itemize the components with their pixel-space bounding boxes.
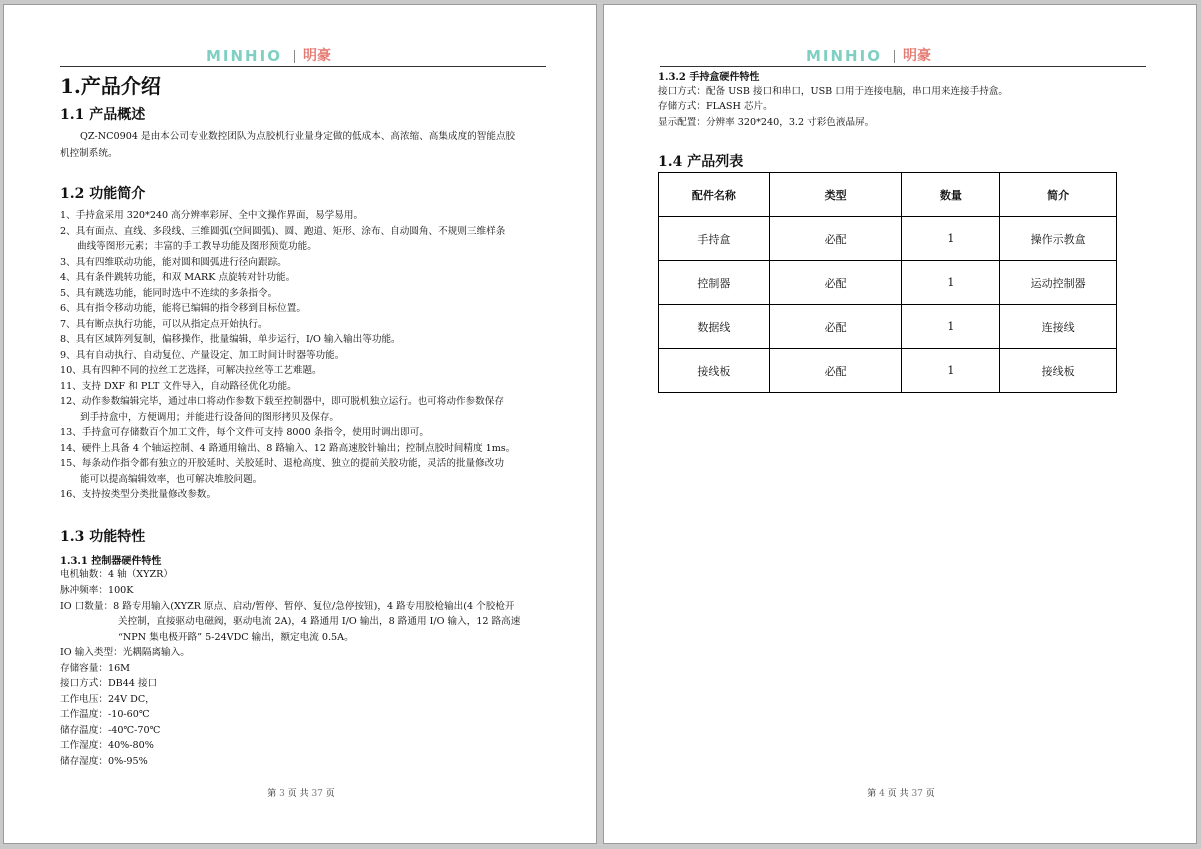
footer-prefix: 第	[267, 789, 277, 799]
section-title-1-4: 1.4 产品列表	[658, 154, 744, 170]
feature-line: 14、硬件上具备 4 个轴运控制、4 路通用输出、8 路输入、12 路高速胶针输出；控制点胶时间精度 1ms。	[60, 443, 516, 454]
feature-line: 10、具有四种不同的拉丝工艺选择，可解决拉丝等工艺难题。	[60, 365, 322, 376]
total-pages: 37	[311, 789, 323, 799]
spec-line: 接口方式：DB44 接口	[60, 678, 158, 689]
overview-line-1: QZ-NC0904 是由本公司专业数控团队为点胶机行业量身定做的低成本、高浓缩、高集成度的智能点胶	[80, 131, 516, 142]
spec-line: 脉冲频率：100K	[60, 585, 134, 596]
page-number: 4	[879, 789, 885, 799]
feature-line: 3、具有四维联动功能，能对圆和圆弧进行径向跟踪。	[60, 257, 287, 268]
feature-line: 4、具有条件跳转功能，和双 MARK 点旋转对针功能。	[60, 272, 296, 283]
spec-line: 存储容量：16M	[60, 663, 130, 674]
section-title-1-2: 1.2 功能简介	[60, 186, 146, 202]
spec-line: 电机轴数：4 轴（XYZR）	[60, 569, 173, 580]
column-header: 类型	[769, 173, 902, 217]
feature-line: 6、具有指令移动功能，能将已编辑的指令移到目标位置。	[60, 303, 306, 314]
table-cell: 手持盒	[659, 217, 770, 261]
section-title-1-3: 1.3 功能特性	[60, 529, 146, 545]
footer-mid: 页 共	[887, 789, 909, 799]
logo-chinese: 明豪	[902, 48, 931, 64]
spec-line: 关控制，直接驱动电磁阀，驱动电流 2A)，4 路通用 I/O 输出，8 路通用 I/O 输入，12 路高速	[118, 616, 521, 627]
feature-line: 能可以提高编辑效率，也可解决堆胶问题。	[80, 474, 263, 485]
document-page-3	[3, 4, 597, 844]
logo-divider	[894, 50, 895, 63]
table-cell: 接线板	[1000, 349, 1117, 393]
handheld-spec-line: 显示配置：分辨率 320*240，3.2 寸彩色液晶屏。	[658, 117, 875, 128]
document-page-4	[603, 4, 1197, 844]
feature-line: 8、具有区域阵列复制，偏移操作，批量编辑，单步运行，I/O 输入输出等功能。	[60, 334, 401, 345]
table-cell: 必配	[769, 217, 902, 261]
footer-suffix: 页	[925, 789, 935, 799]
logo-divider	[294, 50, 295, 63]
spec-line: IO 口数量：8 路专用输入(XYZR 原点、启动/暂停、暂停、复位/急停按钮)，4 路专用胶枪输出(4 个胶枪开	[60, 601, 515, 612]
feature-line: 15、每条动作指令都有独立的开胶延时、关胶延时、退枪高度、独立的提前关胶功能，灵活的批量修改功	[60, 458, 504, 469]
table-cell: 1	[902, 217, 1000, 261]
page-number: 3	[279, 789, 285, 799]
spec-line: “NPN 集电极开路” 5-24VDC 输出，额定电流 0.5A。	[118, 632, 354, 643]
chapter-title: 1.产品介绍	[60, 74, 161, 98]
feature-line: 12、动作参数编辑完毕，通过串口将动作参数下载至控制器中，即可脱机独立运行。也可将动作参数保存	[60, 396, 504, 407]
table-cell: 必配	[769, 261, 902, 305]
page-header	[60, 49, 546, 67]
table-cell: 操作示教盒	[1000, 217, 1117, 261]
page-footer	[4, 786, 598, 799]
feature-line: 16、支持按类型分类批量修改参数。	[60, 489, 217, 500]
page-footer	[604, 786, 1198, 799]
feature-line: 13、手持盒可存储数百个加工文件，每个文件可支持 8000 条指令，使用时调出即可。	[60, 427, 429, 438]
column-header: 简介	[1000, 173, 1117, 217]
feature-line: 1、手持盒采用 320*240 高分辨率彩屏、全中文操作界面，易学易用。	[60, 210, 364, 221]
footer-mid: 页 共	[287, 789, 309, 799]
spec-line: 储存湿度：0%-95%	[60, 756, 148, 767]
table-row	[659, 349, 1117, 393]
table-cell: 1	[902, 349, 1000, 393]
logo-english: MINHIO	[206, 47, 282, 65]
table-cell: 连接线	[1000, 305, 1117, 349]
subsection-title-1-3-1: 1.3.1 控制器硬件特性	[60, 556, 162, 567]
table-header-row	[659, 173, 1117, 217]
subsection-title-1-3-2: 1.3.2 手持盒硬件特性	[658, 72, 760, 83]
table-cell: 控制器	[659, 261, 770, 305]
feature-line: 到手持盒中，方便调用；并能进行设备间的图形拷贝及保存。	[80, 412, 340, 423]
footer-suffix: 页	[325, 789, 335, 799]
table-row	[659, 261, 1117, 305]
table-row	[659, 305, 1117, 349]
column-header: 配件名称	[659, 173, 770, 217]
spec-line: 工作电压：24V DC，	[60, 694, 155, 705]
overview-line-2: 机控制系统。	[60, 148, 118, 159]
table-cell: 接线板	[659, 349, 770, 393]
logo-chinese: 明豪	[302, 48, 331, 64]
table-row	[659, 217, 1117, 261]
footer-prefix: 第	[867, 789, 877, 799]
company-logo	[806, 48, 931, 64]
handheld-spec-line: 存储方式：FLASH 芯片。	[658, 101, 773, 112]
feature-line: 2、具有面点、直线、多段线、三维圆弧(空间圆弧)、圆、跑道、矩形、涂布、自动圆角、不规则三维样条	[60, 226, 506, 237]
handheld-spec-line: 接口方式：配备 USB 接口和串口，USB 口用于连接电脑，串口用来连接手持盒。	[658, 86, 1008, 97]
table-cell: 必配	[769, 349, 902, 393]
page-header	[660, 49, 1146, 67]
logo-english: MINHIO	[806, 47, 882, 65]
column-header: 数量	[902, 173, 1000, 217]
spec-line: 工作温度：-10-60℃	[60, 709, 150, 720]
company-logo	[206, 48, 331, 64]
table-cell: 数据线	[659, 305, 770, 349]
feature-line: 7、具有断点执行功能，可以从指定点开始执行。	[60, 319, 268, 330]
table-cell: 1	[902, 305, 1000, 349]
feature-line: 曲线等图形元素；丰富的手工教导功能及图形预览功能。	[77, 241, 317, 252]
feature-line: 11、支持 DXF 和 PLT 文件导入，自动路径优化功能。	[60, 381, 297, 392]
feature-line: 5、具有跳选功能，能同时选中不连续的多条指令。	[60, 288, 278, 299]
total-pages: 37	[911, 789, 923, 799]
section-title-1-1: 1.1 产品概述	[60, 107, 146, 123]
spec-line: 储存温度：-40℃-70℃	[60, 725, 161, 736]
feature-line: 9、具有自动执行、自动复位、产量设定、加工时间计时器等功能。	[60, 350, 345, 361]
product-list-table	[658, 172, 1117, 393]
table-cell: 运动控制器	[1000, 261, 1117, 305]
table-cell: 1	[902, 261, 1000, 305]
table-cell: 必配	[769, 305, 902, 349]
spec-line: IO 输入类型：光耦隔离输入。	[60, 647, 190, 658]
spec-line: 工作湿度：40%-80%	[60, 740, 154, 751]
